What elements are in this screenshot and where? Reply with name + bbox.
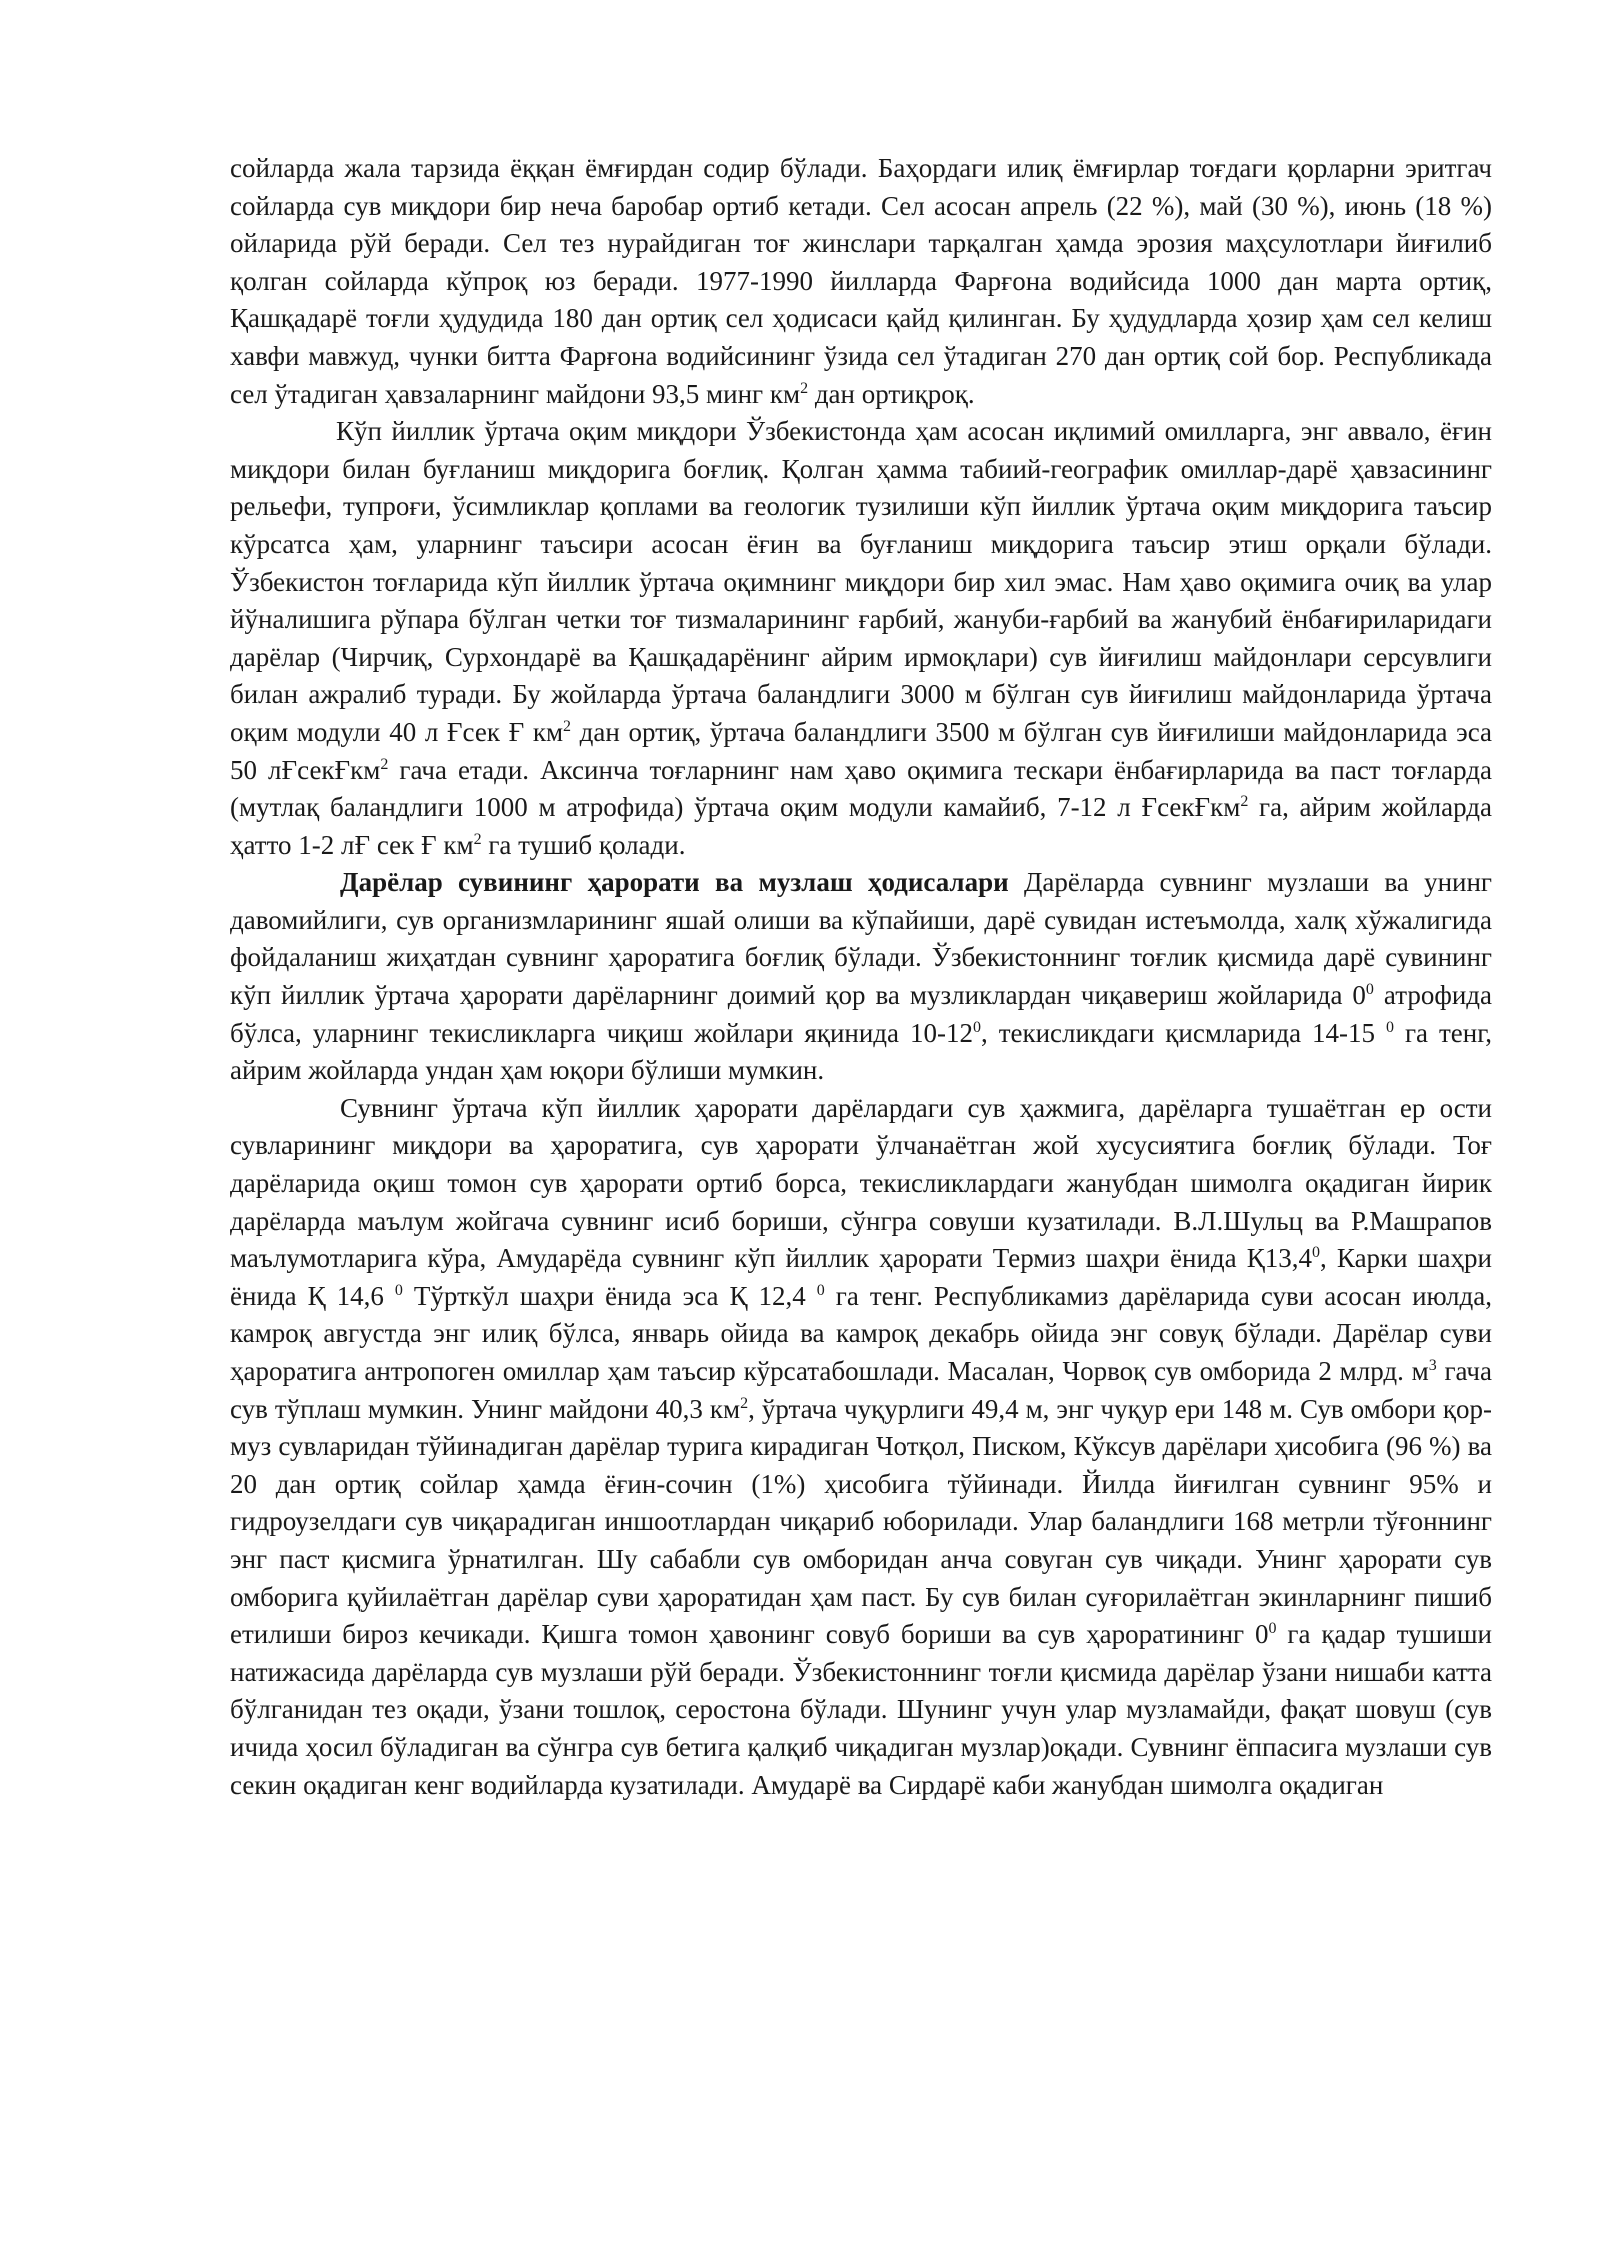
superscript: 2	[380, 755, 389, 773]
superscript: 0	[1312, 1244, 1321, 1262]
superscript: 2	[563, 717, 572, 735]
superscript: 0	[1268, 1620, 1277, 1638]
superscript: 0	[394, 1281, 403, 1299]
document-page	[230, 150, 1492, 1804]
superscript: 0	[1365, 981, 1374, 999]
paragraph-mean-temperature: Сувнинг ўртача кўп йиллик ҳарорати дарёлардаги сув ҳажмига, дарёларга тушаётган ер ости сувларининг миқдори ва ҳароратига, сув ҳарорати ўлчанаётган жой хусусиятига боғлиқ бўлади. Тоғ дарёларида оқиш томон сув ҳарорати ортиб борса, текисликлардаги жанубдан шимолга оқадиган йирик дарёларда маълум жойгача сувнинг исиб бориши, сўнгра совуши кузатилади. В.Л.Шульц ва Р.Машрапов маълумотларига кўра, Амударёда сувнинг кўп йиллик ҳарорати Термиз шаҳри ёнида Қ13,4$^0$, Карки шаҳри ёнида Қ 14,6 $^0$ Тўрткўл шаҳри ёнида эса Қ 12,4 $^0$ га тенг. Республикамиз дарёларида суви асосан июлда, камроқ августда энг илиқ бўлса, январь ойида ва камроқ декабрь ойида энг совуқ бўлади. Дарёлар суви ҳароратига антропоген омиллар ҳам таъсир кўрсатабошлади. Масалан, Чорвоқ сув омборида 2 млрд. $м^3$ гача сув тўплаш мумкин. Унинг майдони 40,3 $км^2$, ўртача чуқурлиги 49,4 м, энг чуқур ери 148 м. Сув омбори қор-муз сувларидан тўйинадиган дарёлар турига кирадиган Чотқол, Писком, Кўксув дарёлари ҳисобига (96 %) ва 20 дан ортиқ сойлар ҳамда ёғин-сочин (1%) ҳисобига тўйинади. Йилда йиғилган сувнинг 95% и гидроузелдаги сув чиқарадиган иншоотлардан чиқариб юборилади. Улар баландлиги 168 метрли тўғоннинг энг паст қисмига ўрнатилган. Шу сабабли сув омборидан анча совуган сув чиқади. Унинг ҳарорати сув омборига қуйилаётган дарёлар суви ҳароратидан ҳам паст. Бу сув билан суғорилаётган экинларнинг пишиб етилиши бироз кечикади. Қишга томон ҳавонинг совуб бориши ва сув ҳароратининг $0^0$ га қадар тушиши натижасида дарёларда сув музлаши рўй беради. Ўзбекистоннинг тоғли қисмида дарёлар ўзани нишаби катта бўлганидан тез оқади, ўзани тошлоқ, серостона бўлади. Шунинг учун улар музламайди, фақат шовуш (сув ичида ҳосил бўладиган ва сўнгра сув бетига қалқиб чиқадиган музлар)оқади. Сувнинг ёппасига музлаши сув секин оқадиган кенг водийларда кузатилади. Амударё ва Сирдарё каби жанубдан шимолга оқадиган	[230, 1092, 1492, 1800]
paragraph-water-temperature: Дарёлар сувининг ҳарорати ва музлаш ҳодисалари Дарёларда сувнинг музлаши ва унинг давомийлиги, сув организмларининг яшай олиши ва кўпайиши, дарё сувидан истеъмолда, халқ хўжалигида фойдаланиш жиҳатдан сувнинг ҳароратига боғлиқ бўлади. Ўзбекистоннинг тоғлик қисмида дарё сувининг кўп йиллик ўртача ҳарорати дарёларнинг доимий қор ва музликлардан чиқавериш жойларида $0^0$ атрофида бўлса, уларнинг текисликларга чиқиш жойлари яқинида $10-12^0$, текисликдаги қисмларида 14-15 $^0$ га тенг, айрим жойларда ундан ҳам юқори бўлиши мумкин.	[230, 867, 1492, 1086]
superscript: 2	[1240, 793, 1249, 811]
paragraph-mean-runoff: Кўп йиллик ўртача оқим миқдори Ўзбекистонда ҳам асосан иқлимий омилларга, энг аввало, ёғин миқдори билан буғланиш миқдорига боғлиқ. Қолган ҳамма табиий-географик омиллар-дарё ҳавзасининг рельефи, тупроғи, ўсимликлар қоплами ва геологик тузилиши кўп йиллик ўртача оқим миқдорига таъсир кўрсатса ҳам, уларнинг таъсири асосан ёғин ва буғланиш миқдорига таъсир этиш орқали бўлади. Ўзбекистон тоғларида кўп йиллик ўртача оқимнинг миқдори бир хил эмас. Нам ҳаво оқимига очиқ ва улар йўналишига рўпара бўлган четки тоғ тизмаларининг ғарбий, жануби-ғарбий ва жанубий ёнбағириларидаги дарёлар (Чирчиқ, Сурхондарё ва Қашқадарёнинг айрим ирмоқлари) сув йиғилиш майдонлари серсувлиги билан ажралиб туради. Бу жойларда ўртача баландлиги 3000 м бўлган сув йиғилиш майдонларида ўртача оқим модули 40 л Ғсек Ғ $км^2$ дан ортиқ, ўртача баландлиги 3500 м бўлган сув йиғилиши майдонларида эса 50 лҒсекҒкм$^2$ гача етади. Аксинча тоғларнинг нам ҳаво оқимига тескари ёнбағирларида ва паст тоғларда (мутлақ баландлиги 1000 м атрофида) ўртача оқим модули камайиб, 7-12 л ҒсекҒкм$^2$ га, айрим жойларда ҳатто 1-2 лҒ сек Ғ $км^2$ га тушиб қолади.	[230, 416, 1492, 860]
paragraph-mudflows: сойларда жала тарзида ёққан ёмғирдан содир бўлади. Баҳордаги илиқ ёмғирлар тоғдаги қорларни эритгач сойларда сув миқдори бир неча баробар ортиб кетади. Сел асосан апрель (22 %), май (30 %), июнь (18 %) ойларида рўй беради. Сел тез нурайдиган тоғ жинслари тарқалган ҳамда эрозия маҳсулотлари йиғилиб қолган сойларда кўпроқ юз беради. 1977-1990 йилларда Фарғона водийсида 1000 дан марта ортиқ, Қашқадарё тоғли ҳудудида 180 дан ортиқ сел ҳодисаси қайд қилинган. Бу ҳудудларда ҳозир ҳам сел келиш хавфи мавжуд, чунки битта Фарғона водийсининг ўзида сел ўтадиган 270 дан ортиқ сой бор. Республикада сел ўтадиган ҳавзаларнинг майдони 93,5 минг $км^2$ дан ортиқроқ.	[230, 153, 1492, 409]
superscript: 2	[800, 379, 809, 397]
superscript: 0	[1385, 1018, 1394, 1036]
superscript: 0	[816, 1281, 825, 1299]
section-heading: Дарёлар сувининг ҳарорати ва музлаш ҳодисалари	[340, 867, 1009, 898]
superscript: 2	[740, 1394, 749, 1412]
superscript: 3	[1428, 1357, 1437, 1374]
superscript: 2	[473, 830, 482, 848]
superscript: 0	[972, 1018, 981, 1036]
